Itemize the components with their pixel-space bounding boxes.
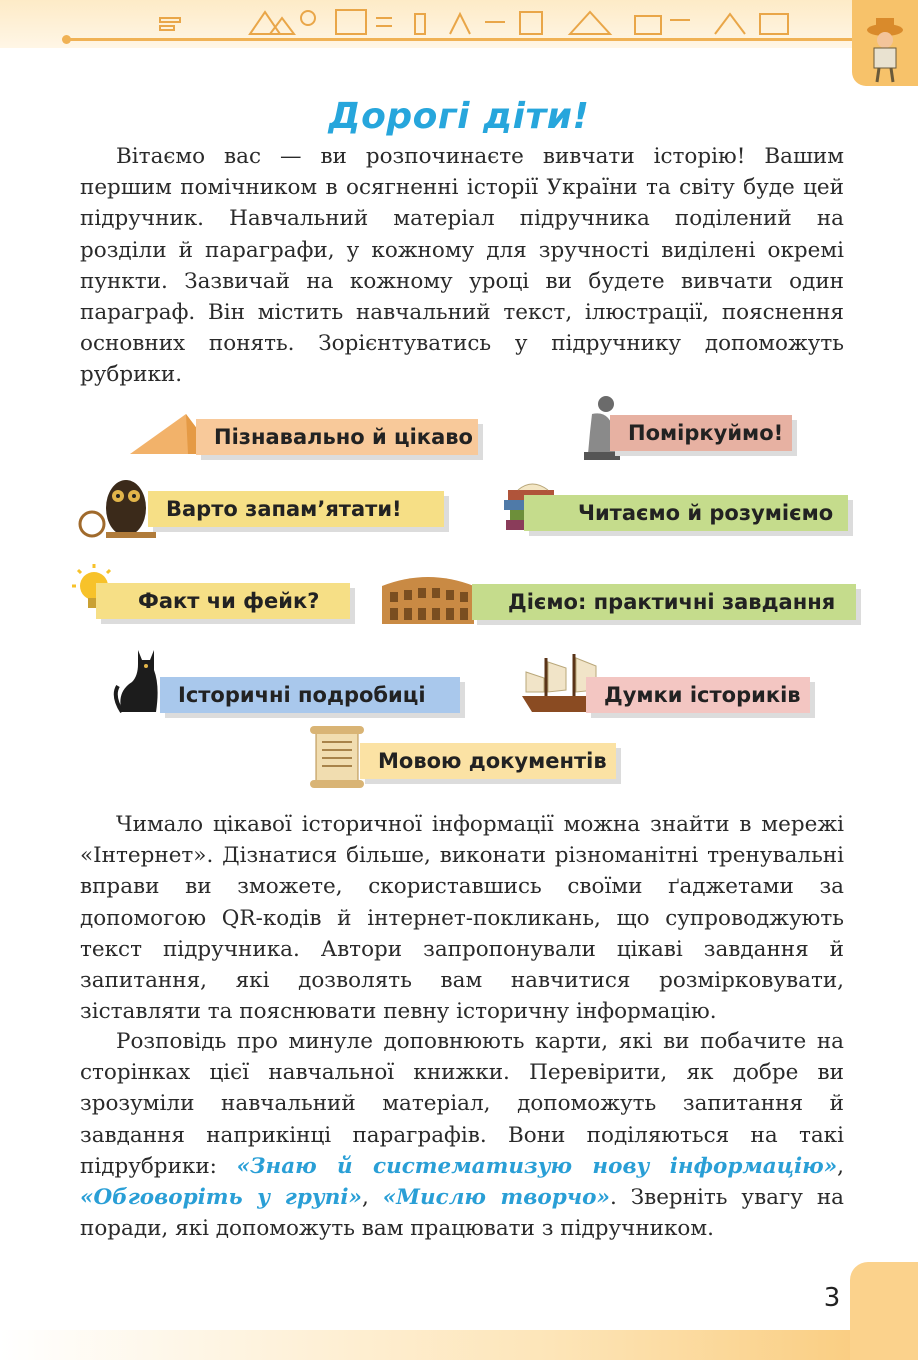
- colosseum-icon: [380, 566, 476, 626]
- maps-paragraph: [80, 1026, 844, 1244]
- rubric-read: Читаємо й розуміємо: [524, 495, 848, 531]
- rubric-practice: Діємо: практичні завдання: [472, 584, 856, 620]
- history-doodles-icon: [130, 4, 830, 42]
- rubric-interesting: Пізнавально й цікаво: [196, 419, 478, 455]
- rubric-remember: Варто запам’ятати!: [148, 491, 444, 527]
- separator: ,: [837, 1153, 844, 1179]
- maps-paragraph-ending: . Зверніть увагу на поради, які допоможуть вам працювати з підручником.: [80, 1185, 844, 1242]
- intro-paragraph: Вітаємо вас — ви розпочинаєте вивчати історію! Вашим першим помічником в осягненні історії України та світу буде цей підручник. Навчальний матеріал підручника поділений на розділи й параграфи, у кожному для зручності виділені окремі пункти. Зазвичай на кожному уроці ви будете вивчати один параграф. Він містить навчальний текст, ілюстрації, пояснення основних понять. Зорієнтуватись у підручнику допоможуть рубрики.: [80, 144, 844, 388]
- subrubric-creative: «Мислю творчо»: [382, 1185, 610, 1211]
- rubric-think: Поміркуймо!: [610, 415, 792, 451]
- page-number: 3: [823, 1283, 841, 1313]
- bottom-decorative-band: [0, 1330, 918, 1360]
- maps-paragraph-text: Розповідь про минуле доповнюють карти, які ви побачите на сторінках цієї навчальної книжки. Перевірити, як добре ви зрозуміли навчальний матеріал, допоможуть запитання й завдання наприкінці параграфів. Вони поділяються на такі підрубрики:: [80, 1029, 844, 1179]
- explorer-icon: [852, 0, 918, 86]
- corner-tab: [852, 0, 918, 86]
- page-title: Дорогі діти!: [328, 96, 590, 137]
- rubric-documents: Мовою документів: [360, 743, 616, 779]
- separator: ,: [361, 1185, 383, 1211]
- rubric-details: Історичні подробиці: [160, 677, 460, 713]
- internet-paragraph: Чимало цікавої історичної інформації можна знайти в мережі «Інтернет». Дізнатися більше, виконати різноманітні тренувальні вправи ви зможете, скориставшись своїми ґаджетами за допомогою QR-кодів й інтернет-покликань, що супроводжують текст підручника. Автори запропонували цікаві завдання й запитання, які дозволять вам навчитися розмірковувати, зіставляти та пояснювати певну історичну інформацію.: [80, 812, 844, 1025]
- page-tab: [850, 1262, 918, 1360]
- subrubric-systematize: «Знаю й систематизую нову інформацію»: [236, 1153, 838, 1179]
- subrubric-discuss: «Обговоріть у групі»: [80, 1185, 362, 1211]
- rubric-fact: Факт чи фейк?: [96, 583, 350, 619]
- rubric-historians: Думки істориків: [586, 677, 810, 713]
